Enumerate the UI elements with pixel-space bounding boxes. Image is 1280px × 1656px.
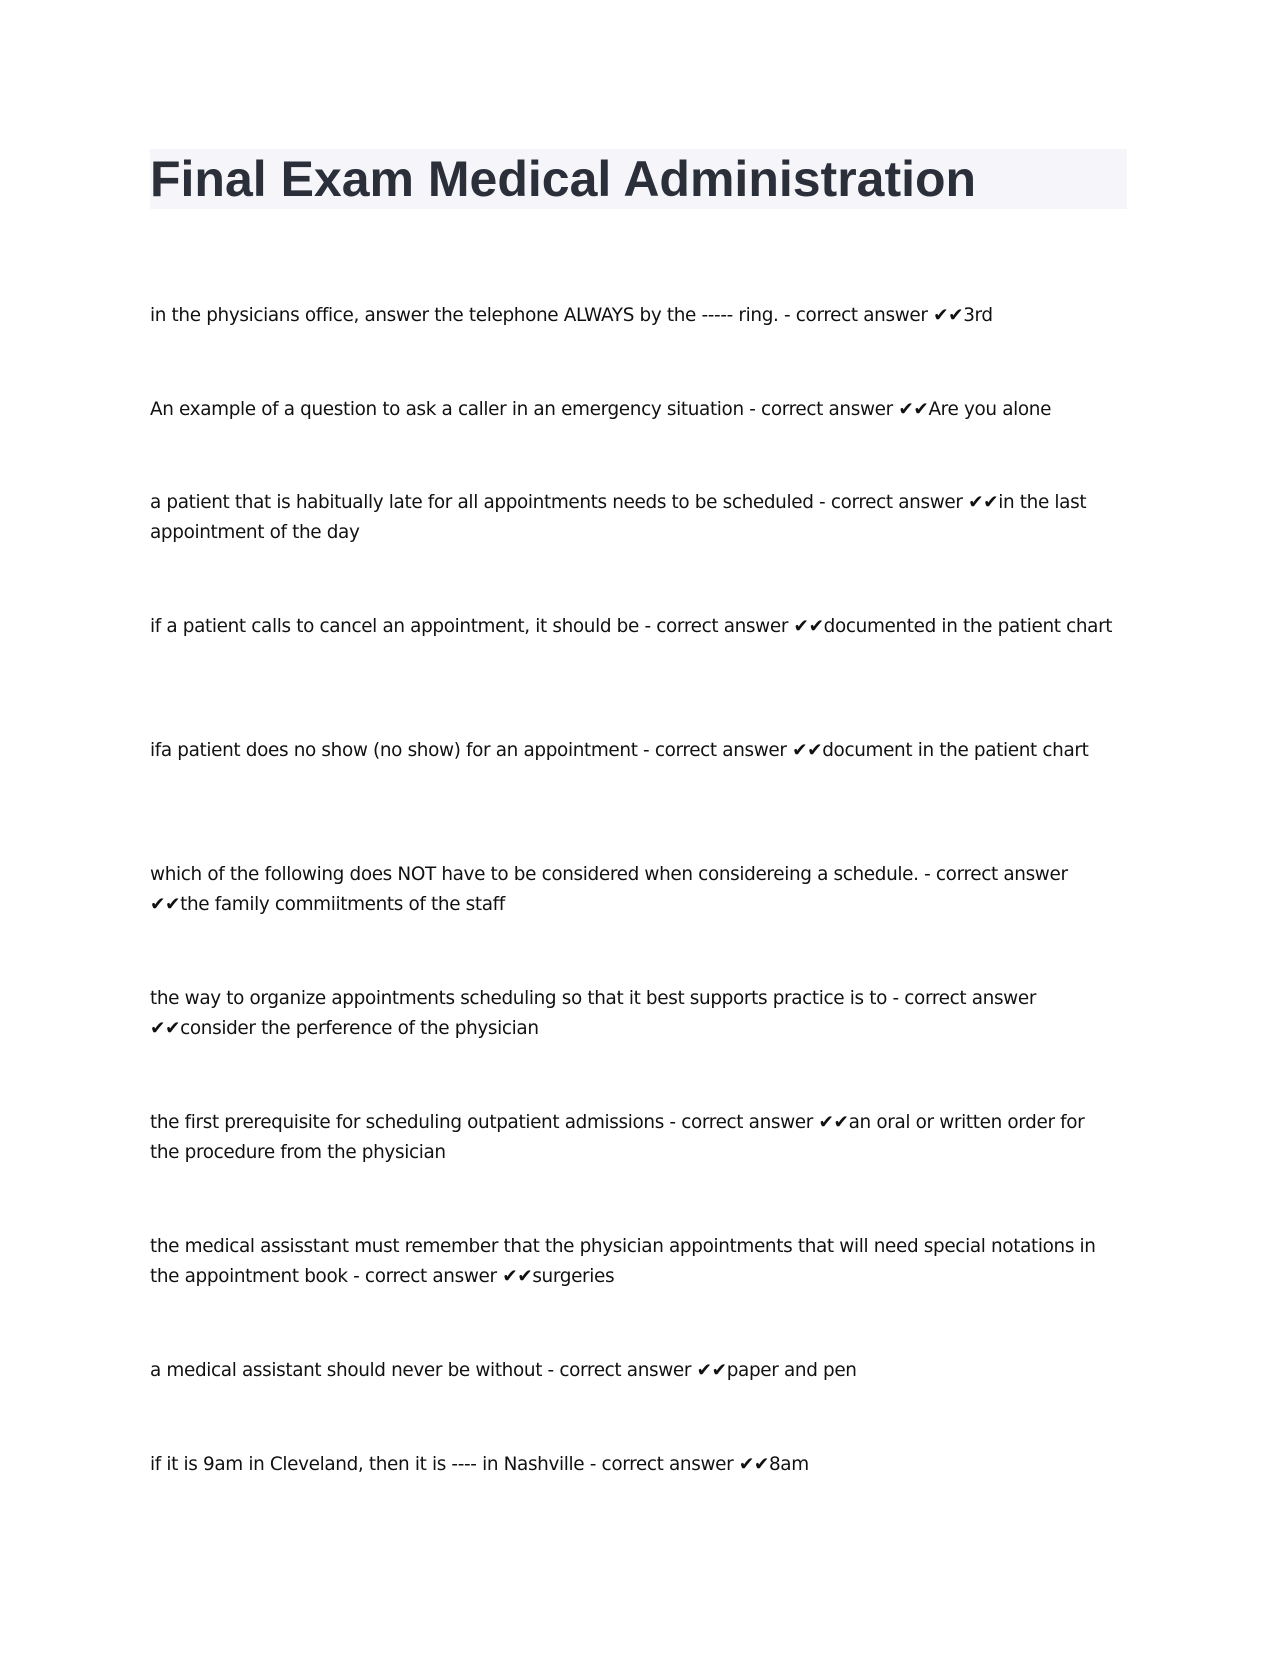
- double-check-icon: ✔✔: [738, 1454, 769, 1475]
- double-check-icon: ✔✔: [793, 616, 824, 637]
- answer-text: paper and pen: [726, 1360, 857, 1381]
- question-text: a patient that is habitually late for all appointments needs to be scheduled: [150, 492, 814, 513]
- question-text: in the physicians office, answer the telephone ALWAYS by the ----- ring.: [150, 305, 779, 326]
- answer-text: in the last appointment of the day: [150, 492, 1087, 543]
- answer-separator: - correct answer: [638, 616, 794, 637]
- answer-text: consider the perference of the physician: [180, 1018, 539, 1039]
- answer-separator: - correct answer: [542, 1360, 697, 1381]
- double-check-icon: ✔✔: [696, 1360, 727, 1381]
- double-check-icon: ✔✔: [150, 894, 181, 915]
- question-text: An example of a question to ask a caller in an emergency situation: [150, 399, 744, 420]
- qa-item-7: [150, 984, 1115, 1044]
- double-check-icon: ✔✔: [933, 305, 964, 326]
- qa-item-10: [150, 1356, 1115, 1386]
- qa-item-6: [150, 860, 1115, 920]
- double-check-icon: ✔✔: [502, 1266, 533, 1287]
- qa-item-11: [150, 1450, 1115, 1480]
- answer-text: 8am: [768, 1454, 809, 1475]
- answer-separator: - correct answer: [743, 399, 899, 420]
- question-text: if it is 9am in Cleveland, then it is ---- in Nashville: [150, 1454, 585, 1475]
- answer-text: surgeries: [532, 1266, 615, 1287]
- question-text: the first prerequisite for scheduling outpatient admissions: [150, 1112, 664, 1133]
- answer-separator: - correct answer: [663, 1112, 819, 1133]
- answer-separator: - correct answer: [778, 305, 934, 326]
- answer-text: document in the patient chart: [822, 740, 1089, 761]
- answer-text: the family commiitments of the staff: [180, 894, 505, 915]
- answer-separator: - correct answer: [887, 988, 1037, 1009]
- qa-item-4: [150, 612, 1115, 642]
- qa-item-2: [150, 395, 1115, 425]
- question-text: ifa patient does no show (no show) for an appointment: [150, 740, 638, 761]
- qa-item-5: [150, 736, 1115, 766]
- qa-item-9: [150, 1232, 1115, 1292]
- question-text: the way to organize appointments scheduling so that it best supports practice is to: [150, 988, 887, 1009]
- double-check-icon: ✔✔: [150, 1018, 181, 1039]
- double-check-icon: ✔✔: [818, 1112, 849, 1133]
- double-check-icon: ✔✔: [898, 399, 929, 420]
- answer-text: Are you alone: [928, 399, 1052, 420]
- question-text: a medical assistant should never be without: [150, 1360, 543, 1381]
- question-text: which of the following does NOT have to be considered when considereing a schedule.: [150, 864, 919, 885]
- answer-separator: - correct answer: [584, 1454, 739, 1475]
- answer-text: documented in the patient chart: [823, 616, 1113, 637]
- qa-item-1: [150, 301, 1115, 331]
- document-title: Final Exam Medical Administration: [150, 151, 977, 207]
- question-text: if a patient calls to cancel an appointment, it should be: [150, 616, 639, 637]
- double-check-icon: ✔✔: [792, 740, 823, 761]
- answer-separator: - correct answer: [918, 864, 1068, 885]
- answer-separator: - correct answer: [813, 492, 969, 513]
- answer-text: an oral or written order for the procedure from the physician: [150, 1112, 1085, 1163]
- double-check-icon: ✔✔: [968, 492, 999, 513]
- question-text: the medical assisstant must remember that the physician appointments that will need special notations in the appointment book: [150, 1236, 1096, 1287]
- answer-separator: - correct answer: [347, 1266, 503, 1287]
- qa-item-8: [150, 1108, 1115, 1168]
- qa-item-3: [150, 488, 1115, 548]
- answer-text: 3rd: [963, 305, 993, 326]
- answer-separator: - correct answer: [637, 740, 793, 761]
